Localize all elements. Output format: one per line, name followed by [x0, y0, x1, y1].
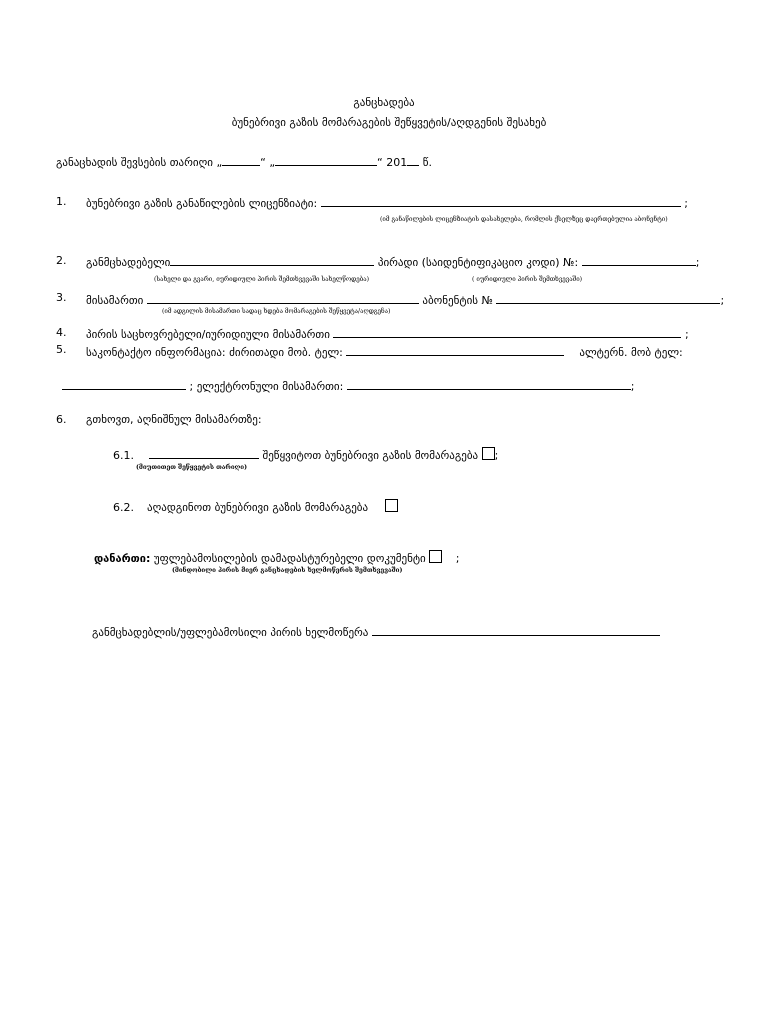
residence-label: პირის საცხოვრებელი/იურიდიული მისამართი [86, 328, 330, 341]
section-2-row [86, 254, 699, 269]
contact-label: საკონტაქტო ინფორმაცია: ძირითადი მობ. ტელ: [86, 346, 343, 359]
quote-close-2: “ [377, 156, 383, 169]
personal-id-field[interactable] [582, 254, 696, 266]
quote-open-2: „ [269, 156, 276, 169]
section-3-end: ; [720, 294, 725, 307]
year-suffix: წ. [422, 156, 432, 169]
applicant-label: განმცხადებელი [86, 256, 171, 269]
residence-field[interactable] [333, 326, 681, 338]
address-field[interactable] [147, 292, 419, 304]
alt-phone-field[interactable] [62, 378, 186, 390]
section-3-number: 3. [56, 291, 67, 304]
applicant-note: (სახელი და გვარი, იურიდიული პირის შემთხვევაში სახელწოდება) [154, 276, 370, 283]
section-2-number: 2. [56, 254, 67, 267]
alt-phone-label: ალტერნ. მობ ტელ: [579, 346, 683, 359]
form-subtitle: ბუნებრივი გაზის მომარაგების შეწყვეტის/აღდგენის შესახებ [231, 116, 547, 129]
year-prefix: 201 [386, 156, 408, 169]
subscriber-number-field[interactable] [496, 292, 720, 304]
section-1-end: ; [684, 197, 688, 210]
request-label: გთხოვთ, აღნიშნულ მისამართზე: [86, 413, 262, 426]
email-label: ; ელექტრონული მისამართი: [189, 380, 344, 393]
address-label: მისამართი [86, 294, 144, 307]
date-line [56, 154, 432, 169]
form-title: განცხადება [353, 96, 415, 109]
restore-supply-checkbox[interactable] [385, 499, 398, 512]
section-5-number: 5. [56, 343, 67, 356]
option-6-2-number: 6.2. [113, 501, 134, 514]
main-phone-field[interactable] [346, 344, 564, 356]
date-label: განაცხადის შევსების თარიღი [56, 156, 213, 169]
option-6-1-end: ; [494, 449, 499, 462]
section-1-row [86, 195, 688, 210]
email-field[interactable] [347, 378, 631, 390]
stop-date-note: (მიუთითეთ შეწყვეტის თარიღი) [136, 464, 248, 471]
attachment-note: (მინდობილი პირის მიერ განცხადების ხელმოწერის შემთხვევაში) [172, 567, 403, 574]
applicant-name-field[interactable] [170, 254, 374, 266]
signature-label: განმცხადებლის/უფლებამოსილი პირის ხელმოწერა [92, 626, 369, 639]
section-4-number: 4. [56, 326, 67, 339]
month-field[interactable] [275, 154, 377, 166]
option-6-1-row [113, 447, 498, 462]
signature-row [92, 624, 660, 639]
attachment-text: უფლებამოსილების დამადასტურებელი დოკუმენტი [153, 552, 426, 565]
section-3-row [86, 292, 724, 307]
attachment-end: ; [455, 552, 460, 565]
section-4-row [86, 326, 689, 341]
option-6-2-row [113, 499, 398, 514]
licensee-field[interactable] [321, 195, 681, 207]
personal-id-note: ( იურიდიული პირის შემთხვევაში) [472, 276, 583, 283]
licensee-label: ბუნებრივი გაზის განაწილების ლიცენზიატი: [86, 197, 318, 210]
attachment-checkbox[interactable] [429, 550, 442, 563]
section-5-end: ; [630, 380, 635, 393]
section-5-row-2 [62, 378, 635, 393]
signature-field[interactable] [372, 624, 660, 636]
section-6-number: 6. [56, 413, 67, 426]
year-field[interactable] [407, 154, 419, 166]
section-1-number: 1. [56, 195, 67, 208]
attachment-row [94, 550, 459, 565]
quote-close-1: “ [260, 156, 266, 169]
address-note: (იმ ადგილის მისამართი სადაც ხდება მომარაგების შეწყვეტა/აღდგენა) [162, 308, 391, 315]
day-field[interactable] [222, 154, 260, 166]
stop-supply-checkbox[interactable] [482, 447, 495, 460]
subscriber-label: აბონენტის № [422, 294, 493, 307]
stop-supply-label: შეწყვიტოთ ბუნებრივი გაზის მომარაგება [262, 449, 479, 462]
option-6-1-number: 6.1. [113, 449, 134, 462]
licensee-note: (იმ განაწილების ლიცენზიატის დასახელება, რომლის ქსელზეც დაერთებულია აბონენტი) [380, 216, 668, 223]
stop-date-field[interactable] [149, 447, 259, 459]
attachment-label: დანართი: [94, 552, 151, 565]
section-5-row [86, 344, 683, 359]
section-2-end: ; [695, 256, 700, 269]
restore-supply-label: აღადგინოთ ბუნებრივი გაზის მომარაგება [147, 501, 369, 514]
quote-open-1: „ [216, 156, 223, 169]
section-4-end: ; [684, 328, 689, 341]
personal-id-label: პირადი (საიდენტიფიკაციო კოდი) №: [377, 256, 579, 269]
